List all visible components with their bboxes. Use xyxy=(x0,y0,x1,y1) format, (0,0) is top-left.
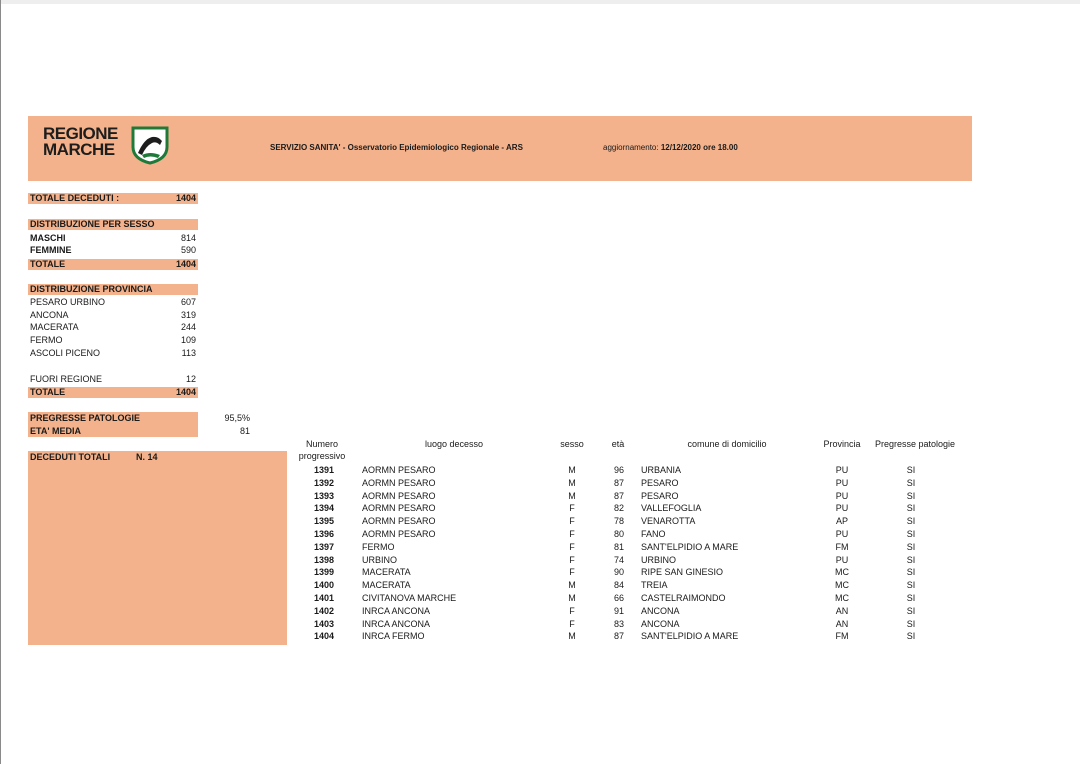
cell-numero: 1395 xyxy=(313,516,334,527)
cell-numero: 1391 xyxy=(313,465,334,475)
cell-comune: PESARO xyxy=(641,477,679,488)
cell-eta: 66 xyxy=(613,593,624,603)
col-header-sesso: sesso xyxy=(560,439,584,449)
update-value: 12/12/2020 ore 18.00 xyxy=(660,143,738,152)
cell-patologie: SI xyxy=(906,541,916,552)
cell-numero: 1393 xyxy=(313,490,334,501)
col-header-provincia: Provincia xyxy=(823,439,861,449)
cell-numero: 1403 xyxy=(313,618,334,629)
cell-luogo: AORMN PESARO xyxy=(362,529,436,539)
provincia-title: DISTRIBUZIONE PROVINCIA xyxy=(30,284,153,294)
cell-luogo: URBINO xyxy=(362,554,398,565)
cell-comune: FANO xyxy=(641,529,666,539)
maschi-value: 814 xyxy=(180,233,196,243)
cell-luogo: INRCA FERMO xyxy=(362,631,425,642)
sesso-total-label: TOTALE xyxy=(30,259,66,269)
provincia-value: 109 xyxy=(180,335,196,345)
cell-numero: 1401 xyxy=(313,593,334,603)
cell-sesso: M xyxy=(568,631,576,642)
cell-provincia: PU xyxy=(835,554,849,565)
sesso-title: DISTRIBUZIONE PER SESSO xyxy=(30,219,155,229)
service-title: SERVIZIO SANITA' - Osservatorio Epidemiologico Regionale - ARS xyxy=(270,143,523,152)
cell-luogo: INRCA ANCONA xyxy=(362,618,431,629)
cell-sesso: F xyxy=(569,605,575,616)
cell-patologie: SI xyxy=(906,605,916,616)
cell-comune: TREIA xyxy=(641,580,668,591)
cell-comune: VALLEFOGLIA xyxy=(641,503,702,514)
cell-luogo: INRCA ANCONA xyxy=(362,605,431,616)
cell-sesso: M xyxy=(568,593,576,603)
cell-comune: RIPE SAN GINESIO xyxy=(641,567,724,578)
cell-luogo: MACERATA xyxy=(362,567,411,578)
eta-media-label: ETA' MEDIA xyxy=(30,426,81,436)
cell-comune: URBANIA xyxy=(641,465,682,475)
regione-marche-shield-icon xyxy=(130,125,170,165)
cell-sesso: M xyxy=(568,477,576,488)
cell-provincia: PU xyxy=(835,529,849,539)
col-header-luogo: luogo decesso xyxy=(424,439,484,449)
cell-luogo: AORMN PESARO xyxy=(362,490,436,501)
cell-eta: 87 xyxy=(613,477,624,488)
fuori-regione-value: 12 xyxy=(185,374,196,384)
cell-numero: 1398 xyxy=(313,554,334,565)
pregresse-label: PREGRESSE PATOLOGIE xyxy=(30,413,141,423)
cell-numero: 1397 xyxy=(313,541,334,552)
provincia-value: 113 xyxy=(181,348,196,358)
cell-comune: SANT'ELPIDIO A MARE xyxy=(641,631,739,642)
cell-patologie: SI xyxy=(906,554,916,565)
cell-numero: 1396 xyxy=(313,529,334,539)
provincia-label: PESARO URBINO xyxy=(30,297,106,307)
cell-luogo: AORMN PESARO xyxy=(362,477,436,488)
cell-provincia: PU xyxy=(835,477,849,488)
cell-patologie: SI xyxy=(906,516,916,527)
cell-sesso: F xyxy=(569,541,575,552)
logo-line-2: MARCHE xyxy=(43,140,115,159)
cell-luogo: FERMO xyxy=(362,541,395,552)
provincia-label: FERMO xyxy=(30,335,63,345)
cell-sesso: F xyxy=(569,529,575,539)
pregresse-value: 95,5% xyxy=(224,413,250,423)
cell-eta: 82 xyxy=(613,503,624,514)
fuori-regione-label: FUORI REGIONE xyxy=(30,374,103,384)
cell-eta: 78 xyxy=(613,516,624,527)
col-header-eta: età xyxy=(611,439,625,449)
cell-eta: 91 xyxy=(613,605,624,616)
cell-provincia: PU xyxy=(835,503,849,514)
cell-sesso: F xyxy=(569,554,575,565)
cell-eta: 74 xyxy=(613,554,624,565)
deceduti-totali-box xyxy=(28,451,287,645)
cell-provincia: MC xyxy=(835,567,849,578)
cell-comune: VENAROTTA xyxy=(641,516,696,527)
cell-comune: ANCONA xyxy=(641,605,680,616)
cell-eta: 87 xyxy=(613,631,624,642)
cell-eta: 81 xyxy=(613,541,624,552)
page-edge xyxy=(0,0,1,764)
cell-sesso: F xyxy=(569,567,575,578)
cell-sesso: F xyxy=(569,503,575,514)
cell-provincia: MC xyxy=(835,580,849,591)
cell-eta: 96 xyxy=(613,465,624,475)
cell-comune: SANT'ELPIDIO A MARE xyxy=(641,541,739,552)
cell-eta: 87 xyxy=(613,490,624,501)
cell-provincia: FM xyxy=(835,631,849,642)
cell-eta: 80 xyxy=(613,529,624,539)
femmine-label: FEMMINE xyxy=(30,245,72,255)
col-header-numero xyxy=(299,438,346,462)
col-header-comune: comune di domicilio xyxy=(687,439,767,449)
cell-comune: PESARO xyxy=(641,490,679,501)
totale-deceduti-label: TOTALE DECEDUTI : xyxy=(30,193,120,203)
top-strip xyxy=(0,0,1080,4)
cell-patologie: SI xyxy=(906,618,916,629)
cell-sesso: M xyxy=(568,490,576,501)
provincia-value: 244 xyxy=(180,322,196,332)
sesso-total-value: 1404 xyxy=(175,259,196,269)
cell-luogo: MACERATA xyxy=(362,580,411,591)
cell-comune: ANCONA xyxy=(641,618,680,629)
maschi-label: MASCHI xyxy=(30,233,66,243)
regione-marche-logo-text xyxy=(43,126,118,158)
cell-sesso: F xyxy=(569,516,575,527)
cell-eta: 90 xyxy=(613,567,624,578)
totale-deceduti-value: 1404 xyxy=(175,193,196,203)
provincia-value: 319 xyxy=(180,310,196,320)
cell-numero: 1399 xyxy=(313,567,334,578)
col-header-patologie: Pregresse patologie xyxy=(874,439,956,449)
update-label: aggiornamento: xyxy=(603,143,659,152)
cell-numero: 1392 xyxy=(313,477,334,488)
provincia-label: ASCOLI PICENO xyxy=(30,348,101,358)
eta-media-value: 81 xyxy=(239,426,250,436)
cell-luogo: AORMN PESARO xyxy=(362,465,436,475)
cell-patologie: SI xyxy=(906,593,916,603)
cell-luogo: AORMN PESARO xyxy=(362,503,436,514)
deceduti-totali-label: DECEDUTI TOTALI xyxy=(30,452,111,462)
cell-numero: 1394 xyxy=(313,503,334,514)
cell-sesso: F xyxy=(569,618,575,629)
cell-numero: 1404 xyxy=(313,631,334,642)
cell-provincia: FM xyxy=(835,541,849,552)
cell-luogo: CIVITANOVA MARCHE xyxy=(362,593,457,603)
cell-patologie: SI xyxy=(906,631,916,642)
cell-patologie: SI xyxy=(906,490,916,501)
cell-numero: 1402 xyxy=(313,605,334,616)
cell-patologie: SI xyxy=(906,529,916,539)
provincia-label: ANCONA xyxy=(30,310,69,320)
cell-provincia: PU xyxy=(835,490,849,501)
deceduti-totali-value: N. 14 xyxy=(136,452,158,462)
report-header xyxy=(28,116,972,181)
update-info xyxy=(603,143,738,152)
cell-sesso: M xyxy=(568,580,576,591)
provincia-total-label: TOTALE xyxy=(30,387,66,397)
cell-patologie: SI xyxy=(906,580,916,591)
cell-patologie: SI xyxy=(906,465,916,475)
femmine-value: 590 xyxy=(180,245,196,255)
cell-comune: CASTELRAIMONDO xyxy=(641,593,726,603)
cell-patologie: SI xyxy=(906,567,916,578)
cell-provincia: AN xyxy=(835,618,849,629)
cell-sesso: M xyxy=(568,465,576,475)
provincia-label: MACERATA xyxy=(30,322,79,332)
provincia-value: 607 xyxy=(180,297,196,307)
cell-comune: URBINO xyxy=(641,554,677,565)
col-header-numero-line1: Numero xyxy=(305,439,338,449)
cell-provincia: PU xyxy=(835,465,849,475)
cell-provincia: MC xyxy=(835,593,849,603)
cell-patologie: SI xyxy=(906,477,916,488)
logo-line-1: REGIONE xyxy=(43,124,118,143)
cell-provincia: AP xyxy=(835,516,849,527)
col-header-numero-line2: progressivo xyxy=(298,451,346,461)
provincia-total-value: 1404 xyxy=(175,387,196,397)
cell-patologie: SI xyxy=(906,503,916,514)
cell-provincia: AN xyxy=(835,605,849,616)
cell-luogo: AORMN PESARO xyxy=(362,516,436,527)
cell-eta: 83 xyxy=(613,618,624,629)
cell-eta: 84 xyxy=(613,580,624,591)
cell-numero: 1400 xyxy=(313,580,334,591)
